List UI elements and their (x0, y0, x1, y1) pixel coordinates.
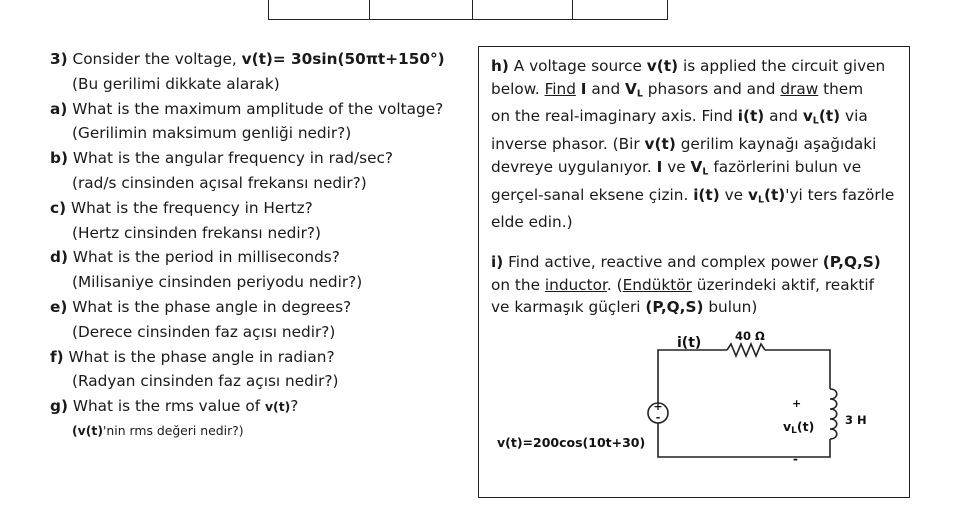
question-d: d) What is the period in milliseconds? (50, 248, 340, 267)
question-g: g) What is the rms value of v(t)? (50, 397, 299, 416)
source-plus: + (653, 400, 663, 413)
circuit-problem-panel (478, 46, 910, 498)
question-c: c) What is the frequency in Hertz? (50, 198, 313, 217)
resistor-zigzag (727, 344, 765, 356)
question-f: f) What is the phase angle in radian? (50, 347, 335, 366)
resistor-label: 40 Ω (735, 329, 765, 343)
question-e-tr: (Derece cinsinden faz açısı nedir?) (72, 322, 336, 341)
inductor-coil (830, 389, 837, 439)
question-i: i) Find active, reactive and complex power (P,Q,S) on the inductor. (Endüktör üzerindeki aktif, reaktif ve karmaşık güçleri (P,Q,S) bulun) (491, 253, 881, 316)
question-3-title-tr: (Bu gerilimi dikkate alarak) (72, 74, 280, 93)
wire-left-top (655, 350, 727, 441)
question-b: b) What is the angular frequency in rad/sec? (50, 149, 394, 168)
question-c-tr: (Hertz cinsinden frekansı nedir?) (72, 223, 321, 242)
wire-bottom (658, 439, 830, 457)
question-h: h) A voltage source v(t) is applied the circuit given below. Find I and $V_L$ phasors and and draw them on the real-imaginary axis. Find i(t) and $v_L(t)$ via inverse phasor. (Bir v(t) gerilim kaynağı aşağıdaki devreye uygulanıyor. I ve $V_L$ fazörlerini bulun ve gerçel-sanal eksene çizin. i(t) ve $v_L(t)'yi$ ters fazörle elde edin.) (491, 57, 895, 232)
source-minus: - (655, 411, 661, 424)
vl-label: vL(t) (783, 419, 815, 436)
question-d-tr: (Milisaniye cinsinden periyodu nedir?) (72, 273, 363, 292)
circuit-diagram (479, 47, 911, 499)
question-a: a) What is the maximum amplitude of the voltage? (50, 99, 444, 118)
voltage-formula: v(t)= 30sin(50πt+150°) (241, 50, 445, 68)
inductor-label: 3 H (845, 413, 867, 427)
question-g-tr: (v(t)'nin rms değeri nedir?) (72, 422, 244, 438)
question-3 (50, 47, 475, 442)
question-3-title: 3) Consider the voltage, v(t)= 30sin(50πt+150°) (50, 50, 445, 68)
vl-plus: + (792, 397, 802, 410)
top-table-fragment (268, 0, 668, 20)
question-e: e) What is the phase angle in degrees? (50, 297, 352, 316)
wire-right (765, 350, 830, 389)
question-b-tr: (rad/s cinsinden açısal frekansı nedir?) (72, 173, 367, 192)
question-a-tr: (Gerilimin maksimum genliği nedir?) (72, 124, 352, 143)
vl-minus: - (793, 452, 798, 466)
current-label: i(t) (677, 335, 702, 351)
question-f-tr: (Radyan cinsinden faz açısı nedir?) (72, 372, 339, 391)
source-label: v(t)=200cos(10t+30) (497, 435, 646, 450)
